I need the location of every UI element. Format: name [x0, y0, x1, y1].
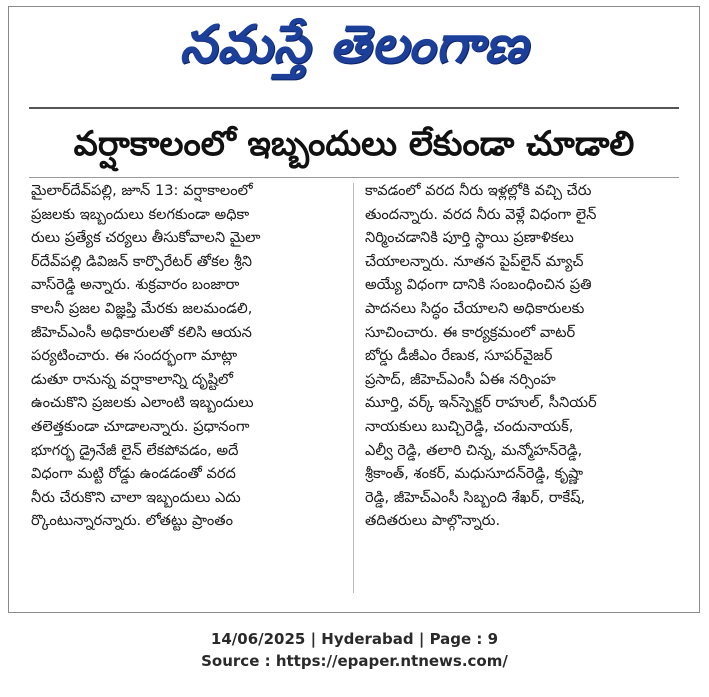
body-line: అయ్యే విధంగా దానికి సంబంధించిన ప్రతి [365, 276, 592, 294]
body-line: ప్రజలకు ఇబ్బందులు కలగకుండా అధికా [31, 205, 250, 223]
body-line: వాస్‌రెడ్డి అన్నారు. శుక్రవారం బంజారా [31, 276, 240, 294]
body-line: శ్రీకాంత్, శంకర్, మధుసూదన్‌రెడ్డి, కృష్ణా [365, 465, 584, 483]
body-line: చేయాలన్నారు. నూతన పైప్‌లైన్ మ్యాచ్ [365, 252, 584, 270]
source-footer [0, 628, 709, 672]
body-line: ర్కొంటున్నారన్నారు. లోతట్టు ప్రాంతం [31, 512, 234, 530]
body-line: సూచించారు. ఈ కార్యక్రమంలో వాటర్ [365, 323, 576, 341]
body-line: తుందన్నారు. వరద నీరు వెళ్లే విధంగా లైన్ [365, 205, 597, 223]
body-line: జీహెచ్‌ఎంసీ అధికారులతో కలిసి ఆయన [31, 323, 252, 341]
publication-info: 14/06/2025 | Hyderabad | Page : 9 [210, 630, 499, 648]
body-line: ఎల్వీ రెడ్డి, తలారి చిన్న, మన్మోహన్‌రెడ్డి, [365, 441, 583, 459]
body-line: ప్రసాద్, జీహెచ్‌ఎంసీ ఏఈ నర్సింహ [365, 370, 556, 388]
article-right-column [365, 179, 683, 533]
body-line: మూర్తి, వర్క్ ఇన్‌స్పెక్టర్ రాహుల్, సీనియర్ [365, 394, 597, 412]
article-left-column [31, 179, 349, 533]
headline-bottom-rule [29, 177, 679, 178]
body-line: భూగర్భ డ్రైనేజీ లైన్ లేకపోవడం, అదే [31, 441, 239, 459]
body-line: కాలనీ ప్రజల విజ్ఞప్తి మేరకు జలమండలి, [31, 299, 253, 317]
article-headline: వర్షాకాలంలో ఇబ్బందులు లేకుండా చూడాలి [73, 124, 635, 164]
newspaper-masthead: నమస్తే తెలంగాణ [179, 15, 529, 75]
headline-top-rule [29, 107, 679, 109]
body-line: రులు ప్రత్యేక చర్యలు తీసుకోవాలని మైలా [31, 229, 261, 247]
body-line: డుతూ రానున్న వర్షాకాలాన్ని దృష్టిలో [31, 370, 233, 388]
body-line: విధంగా మట్టి రోడ్డు ఉండడంతో వరద [31, 465, 236, 483]
body-line: బోర్డు డీజీఎం రేణుక, సూపర్‌వైజర్ [365, 347, 553, 365]
body-line: ర్‌దేవ్‌పల్లి డివిజన్ కార్పొరేటర్ తోకల శ్రీని [31, 252, 252, 270]
body-line: నాయకులు బుచ్చిరెడ్డి, చందునాయక్, [365, 417, 574, 435]
column-divider [353, 183, 354, 593]
body-line: తలెత్తకుండా చూడాలన్నారు. ప్రధానంగా [31, 417, 250, 435]
body-line: రెడ్డి, జీహెచ్‌ఎంసీ సిబ్బంది శేఖర్, రాకేష్, [365, 488, 586, 506]
body-line: నిర్మించడానికి పూర్తి స్థాయి ప్రణాళికలు [365, 229, 574, 247]
body-line: పాదనలు సిద్ధం చేయాలని అధికారులకు [365, 299, 585, 317]
body-line: తదితరులు పాల్గొన్నారు. [365, 512, 501, 530]
clipping-card [8, 6, 700, 613]
body-line: నీరు చేరుకొని చాలా ఇబ్బందులు ఎదు [31, 488, 241, 506]
body-line: ఉంచుకొని ప్రజలకు ఎలాంటి ఇబ్బందులు [31, 394, 254, 412]
body-line: పర్యటించారు. ఈ సందర్భంగా మాట్లా [31, 347, 238, 365]
body-line: కావడంలో వరద నీరు ఇళ్లల్లోకి వచ్చి చేరు [365, 182, 592, 199]
body-line: మైలార్‌దేవ్‌పల్లి, జూన్ 13: వర్షాకాలంలో [31, 182, 253, 199]
source-url: Source : https://epaper.ntnews.com/ [201, 652, 508, 670]
